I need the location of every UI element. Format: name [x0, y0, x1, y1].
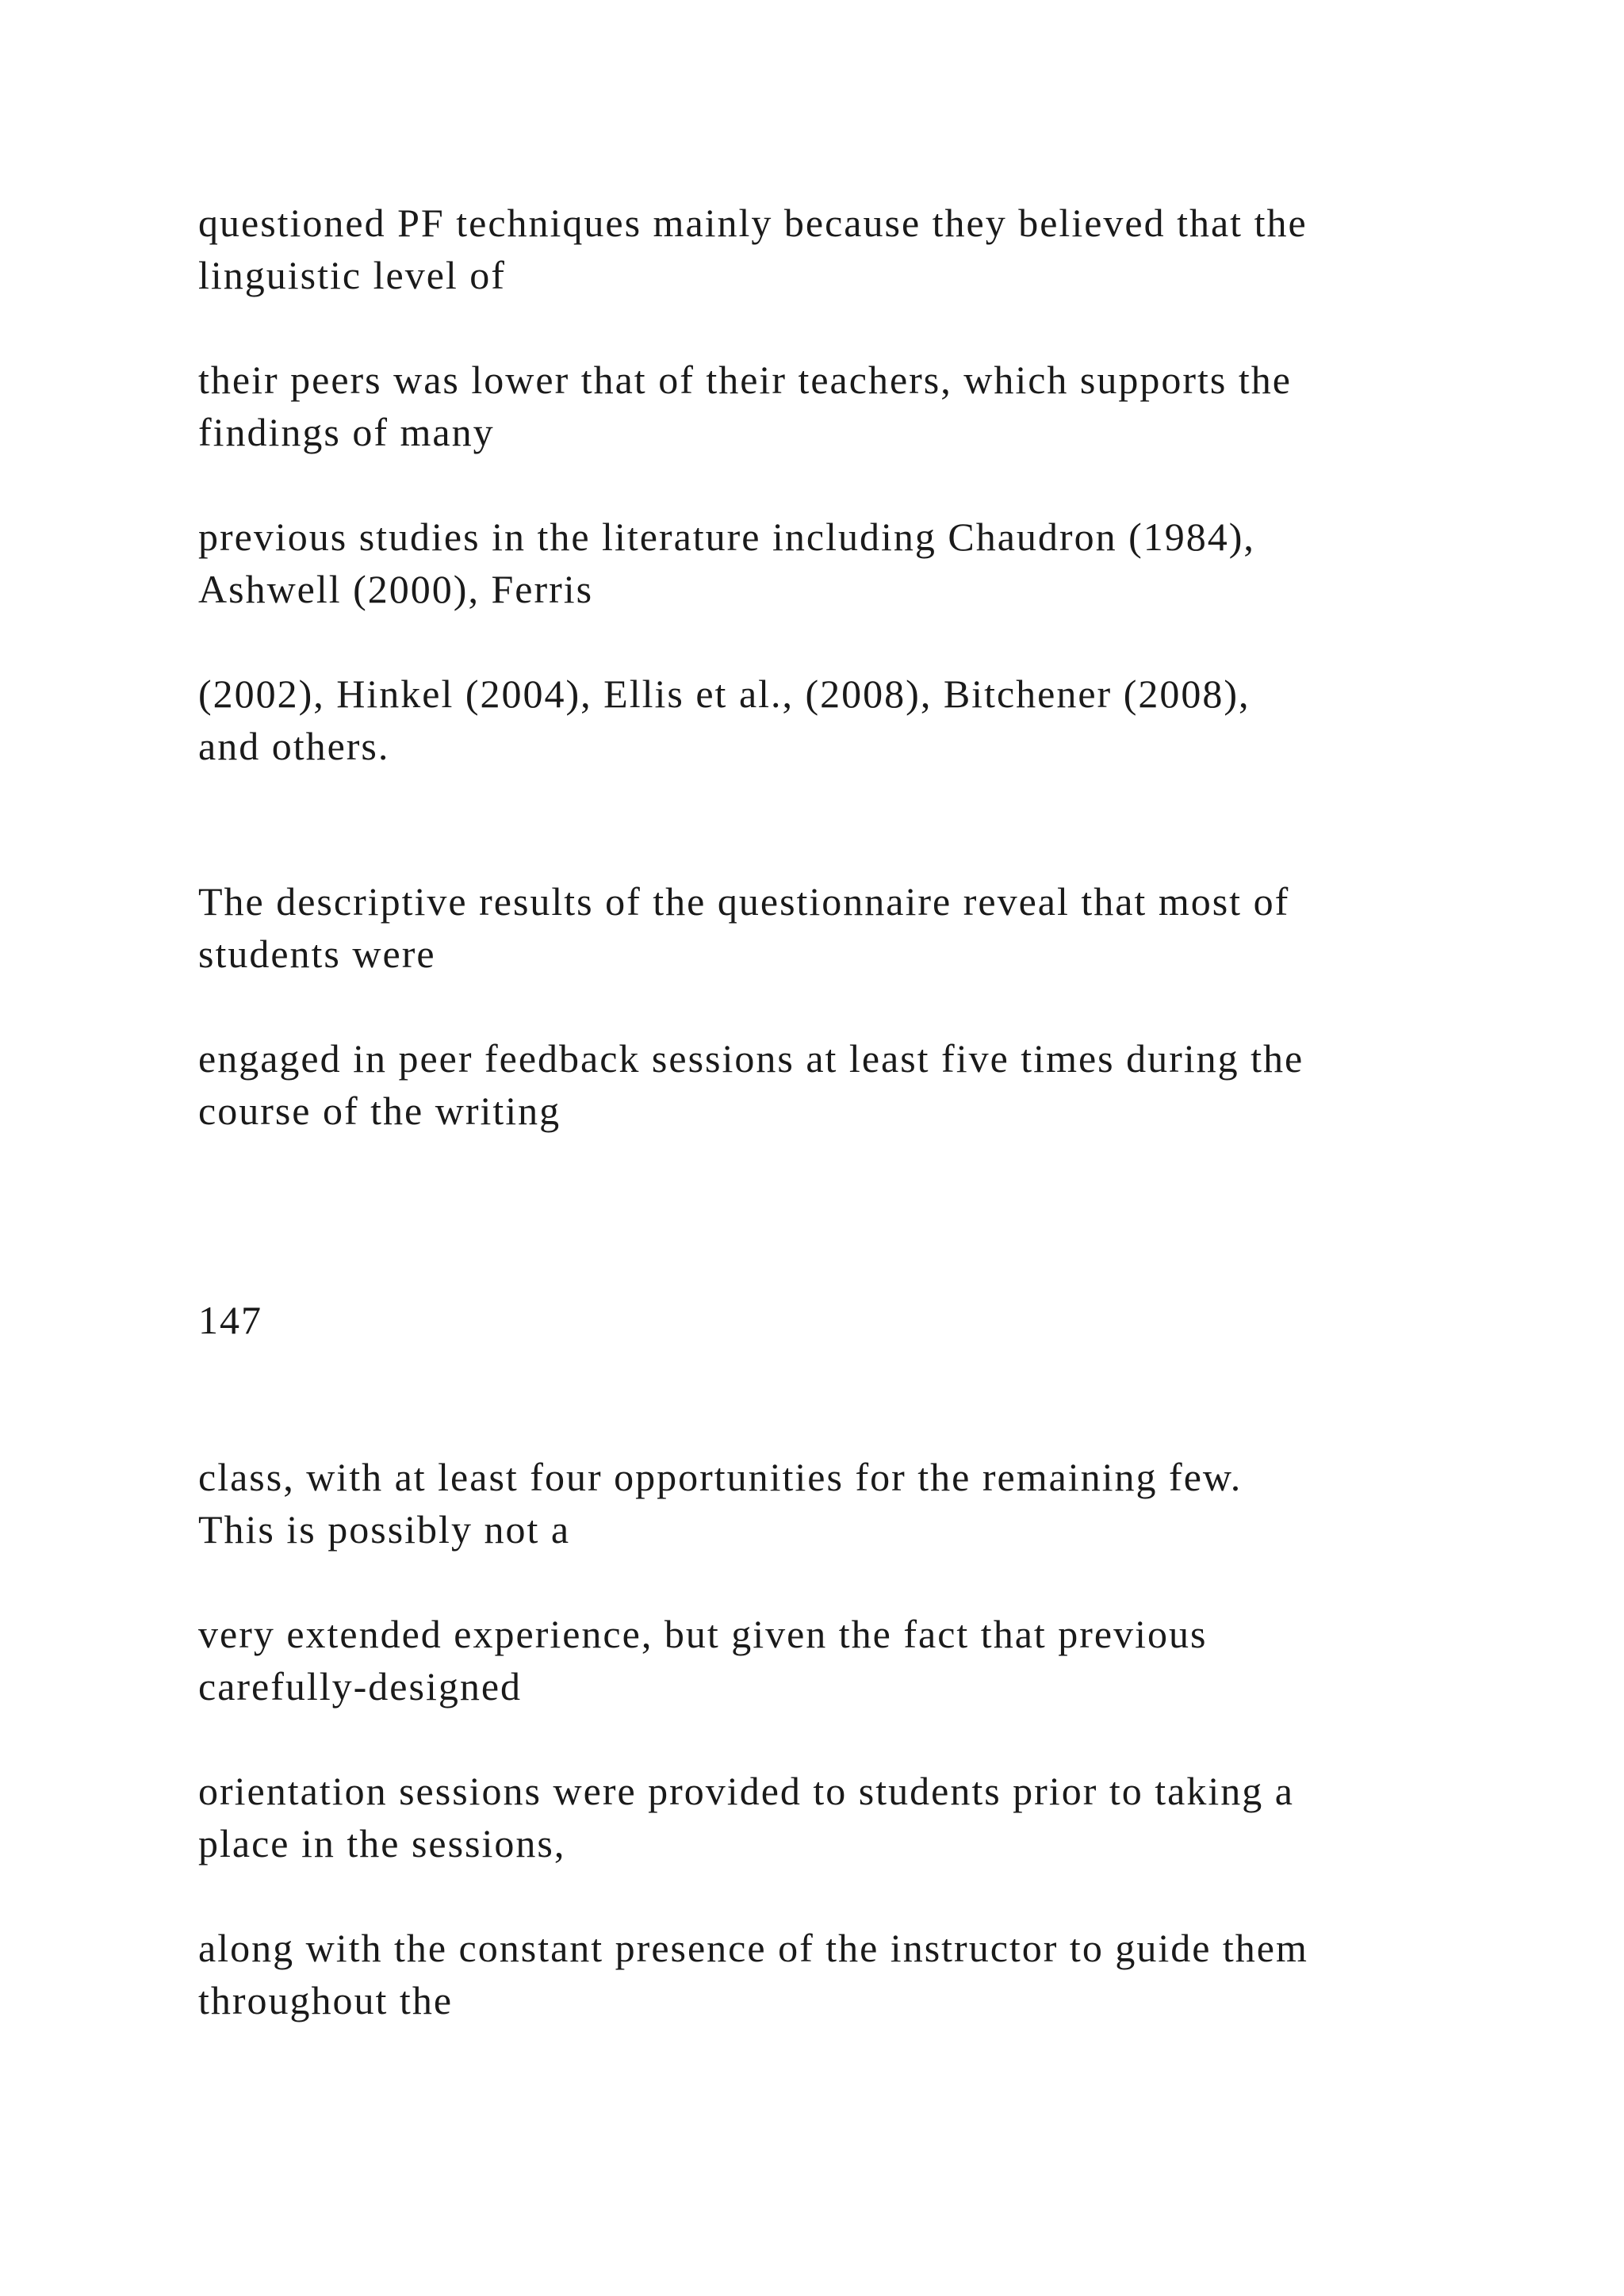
paragraph-10: along with the constant presence of the instructor to guide them throughout the	[198, 1926, 1308, 2022]
paragraph-7: class, with at least four opportunities for the remaining few. This is possibly not a	[198, 1455, 1243, 1552]
paragraph-9: orientation sessions were provided to students prior to taking a place in the sessions,	[198, 1769, 1294, 1866]
paragraph-1: questioned PF techniques mainly because they believed that the linguistic level of	[198, 201, 1308, 297]
paragraph-4: (2002), Hinkel (2004), Ellis et al., (2008), Bitchener (2008), and others.	[198, 672, 1251, 768]
paragraph-6: engaged in peer feedback sessions at least five times during the course of the writing	[198, 1036, 1304, 1133]
page-number: 147	[198, 1298, 262, 1342]
paragraph-3: previous studies in the literature including Chaudron (1984), Ashwell (2000), Ferris	[198, 515, 1255, 611]
paragraph-5: The descriptive results of the questionnaire reveal that most of students were	[198, 879, 1290, 976]
paragraph-8: very extended experience, but given the fact that previous carefully-designed	[198, 1612, 1208, 1709]
paragraph-2: their peers was lower that of their teachers, which supports the findings of many	[198, 358, 1292, 454]
